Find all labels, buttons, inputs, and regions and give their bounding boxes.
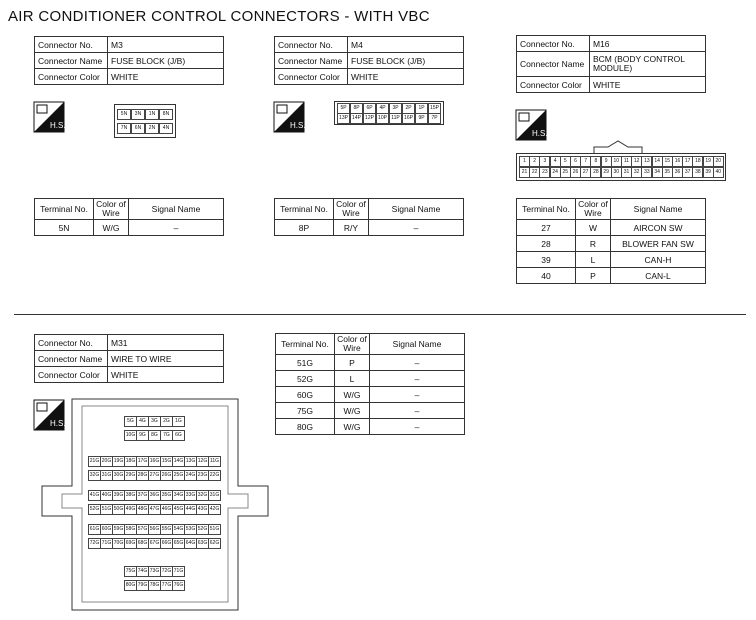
m16-connector-key bbox=[594, 140, 642, 154]
pin-cell: 22 bbox=[529, 167, 540, 178]
pin-cell: 64G bbox=[184, 538, 197, 549]
svg-text:H.S.: H.S. bbox=[532, 129, 548, 138]
pin-cell: 10P bbox=[376, 113, 389, 124]
m16-color: WHITE bbox=[590, 77, 706, 93]
pin-cell: 6P bbox=[363, 103, 376, 114]
pin-cell: 6 bbox=[570, 156, 581, 167]
label: Connector No. bbox=[35, 335, 108, 351]
pin-cell: 7G bbox=[160, 430, 173, 441]
pin-cell: 63G bbox=[196, 538, 209, 549]
pin-cell: 4N bbox=[159, 123, 173, 134]
label: Connector Color bbox=[275, 69, 348, 85]
pin-cell: 34 bbox=[652, 167, 663, 178]
m31-connector-info bbox=[34, 334, 224, 383]
pin-cell: 13G bbox=[184, 456, 197, 467]
col-header: Terminal No. bbox=[276, 334, 335, 355]
pin-cell: 42G bbox=[208, 504, 221, 515]
col-header: Signal Name bbox=[369, 199, 464, 220]
pin-cell: 43G bbox=[196, 504, 209, 515]
svg-text:H.S.: H.S. bbox=[50, 419, 66, 428]
cell: L bbox=[335, 371, 370, 387]
pin-cell: 3N bbox=[131, 109, 145, 120]
m4-connector-info bbox=[274, 36, 464, 85]
col-header: Terminal No. bbox=[517, 199, 576, 220]
pin-cell: 15 bbox=[662, 156, 673, 167]
cell: P bbox=[335, 355, 370, 371]
label: Connector Color bbox=[35, 69, 108, 85]
pin-cell: 27 bbox=[580, 167, 591, 178]
pin-cell: 12 bbox=[631, 156, 642, 167]
pin-cell: 28 bbox=[590, 167, 601, 178]
pin-cell: 61G bbox=[88, 524, 101, 535]
cell: – bbox=[129, 220, 224, 236]
pin-cell: 3P bbox=[389, 103, 402, 114]
pin-cell: 13 bbox=[641, 156, 652, 167]
pin-cell: 7N bbox=[117, 123, 131, 134]
pin-cell: 49G bbox=[124, 504, 137, 515]
m3-pin-diagram bbox=[114, 104, 176, 138]
label: Connector Color bbox=[517, 77, 590, 93]
pin-cell: 32G bbox=[88, 470, 101, 481]
cell: W/G bbox=[335, 419, 370, 435]
cell: – bbox=[370, 419, 465, 435]
cell: 52G bbox=[276, 371, 335, 387]
col-header: Color of Wire bbox=[94, 199, 129, 220]
pin-cell: 21 bbox=[519, 167, 530, 178]
hs-icon bbox=[516, 110, 546, 140]
pin-cell: 41G bbox=[88, 490, 101, 501]
cell: 51G bbox=[276, 355, 335, 371]
pin-cell: 8P bbox=[350, 103, 363, 114]
pin-cell: 78G bbox=[148, 580, 161, 591]
pin-cell: 79G bbox=[136, 580, 149, 591]
pin-cell: 8N bbox=[159, 109, 173, 120]
pin-cell: 4G bbox=[136, 416, 149, 427]
pin-cell: 31 bbox=[621, 167, 632, 178]
pin-cell: 72G bbox=[88, 538, 101, 549]
col-header: Color of Wire bbox=[335, 334, 370, 355]
col-header: Terminal No. bbox=[35, 199, 94, 220]
cell: 5N bbox=[35, 220, 94, 236]
col-header: Terminal No. bbox=[275, 199, 334, 220]
pin-cell: 10 bbox=[611, 156, 622, 167]
hs-icon bbox=[274, 102, 304, 132]
pin-cell: 4 bbox=[550, 156, 561, 167]
table-row bbox=[276, 419, 465, 435]
pin-cell: 5N bbox=[117, 109, 131, 120]
label: Connector No. bbox=[275, 37, 348, 53]
pin-cell: 16 bbox=[672, 156, 683, 167]
pin-cell: 29G bbox=[124, 470, 137, 481]
cell: AIRCON SW bbox=[611, 220, 706, 236]
cell: – bbox=[370, 403, 465, 419]
pin-cell: 51G bbox=[100, 504, 113, 515]
pin-cell: 38G bbox=[124, 490, 137, 501]
pin-cell: 39G bbox=[112, 490, 125, 501]
cell: R bbox=[576, 236, 611, 252]
pin-cell: 1N bbox=[145, 109, 159, 120]
pin-cell: 18 bbox=[692, 156, 703, 167]
cell: 80G bbox=[276, 419, 335, 435]
pin-cell: 35G bbox=[160, 490, 173, 501]
pin-cell: 57G bbox=[136, 524, 149, 535]
pin-cell: 4P bbox=[376, 103, 389, 114]
pin-cell: 77G bbox=[160, 580, 173, 591]
pin-cell: 33 bbox=[641, 167, 652, 178]
cell: 75G bbox=[276, 403, 335, 419]
pin-cell: 6N bbox=[131, 123, 145, 134]
m31-no: M31 bbox=[108, 335, 224, 351]
pin-cell: 2P bbox=[402, 103, 415, 114]
label: Connector No. bbox=[517, 36, 590, 52]
pin-cell: 38 bbox=[692, 167, 703, 178]
pin-cell: 37 bbox=[682, 167, 693, 178]
pin-cell: 24G bbox=[184, 470, 197, 481]
pin-cell: 8 bbox=[590, 156, 601, 167]
pin-cell: 56G bbox=[148, 524, 161, 535]
pin-cell: 40G bbox=[100, 490, 113, 501]
pin-cell: 25G bbox=[172, 470, 185, 481]
cell: W bbox=[576, 220, 611, 236]
pin-cell: 9P bbox=[415, 113, 428, 124]
m3-name: FUSE BLOCK (J/B) bbox=[108, 53, 224, 69]
cell: W/G bbox=[335, 403, 370, 419]
pin-cell: 67G bbox=[148, 538, 161, 549]
pin-cell: 25 bbox=[560, 167, 571, 178]
pin-cell: 5P bbox=[337, 103, 350, 114]
pin-cell: 46G bbox=[160, 504, 173, 515]
col-header: Color of Wire bbox=[576, 199, 611, 220]
table-row bbox=[517, 268, 706, 284]
table-row bbox=[517, 236, 706, 252]
label: Connector Name bbox=[35, 53, 108, 69]
pin-cell: 31G bbox=[100, 470, 113, 481]
pin-cell: 3G bbox=[148, 416, 161, 427]
cell: 8P bbox=[275, 220, 334, 236]
pin-cell: 71G bbox=[100, 538, 113, 549]
cell: 27 bbox=[517, 220, 576, 236]
hs-icon bbox=[34, 102, 64, 132]
m4-pin-diagram bbox=[334, 101, 444, 125]
pin-cell: 20G bbox=[100, 456, 113, 467]
m31-terminal-table bbox=[275, 333, 465, 435]
m31-name: WIRE TO WIRE bbox=[108, 351, 224, 367]
pin-cell: 14G bbox=[172, 456, 185, 467]
pin-cell: 11 bbox=[621, 156, 632, 167]
pin-cell: 22G bbox=[208, 470, 221, 481]
pin-cell: 11G bbox=[208, 456, 221, 467]
pin-cell: 16G bbox=[148, 456, 161, 467]
m4-terminal-table bbox=[274, 198, 464, 236]
pin-cell: 55G bbox=[160, 524, 173, 535]
pin-cell: 7P bbox=[428, 113, 441, 124]
pin-cell: 72G bbox=[160, 566, 173, 577]
pin-cell: 6G bbox=[172, 430, 185, 441]
pin-cell: 60G bbox=[100, 524, 113, 535]
pin-cell: 48G bbox=[136, 504, 149, 515]
pin-cell: 27G bbox=[148, 470, 161, 481]
cell: 39 bbox=[517, 252, 576, 268]
m3-no: M3 bbox=[108, 37, 224, 53]
table-row bbox=[275, 220, 464, 236]
m16-pin-diagram bbox=[516, 153, 726, 181]
pin-cell: 44G bbox=[184, 504, 197, 515]
pin-cell: 71G bbox=[172, 566, 185, 577]
pin-cell: 74G bbox=[136, 566, 149, 577]
m4-name: FUSE BLOCK (J/B) bbox=[348, 53, 464, 69]
svg-text:H.S.: H.S. bbox=[50, 121, 66, 130]
pin-cell: 2 bbox=[529, 156, 540, 167]
pin-cell: 33G bbox=[184, 490, 197, 501]
pin-cell: 76G bbox=[172, 580, 185, 591]
cell: – bbox=[370, 371, 465, 387]
pin-cell: 11P bbox=[389, 113, 402, 124]
table-row bbox=[276, 387, 465, 403]
cell: – bbox=[370, 355, 465, 371]
pin-cell: 50G bbox=[112, 504, 125, 515]
pin-cell: 69G bbox=[124, 538, 137, 549]
pin-cell: 66G bbox=[160, 538, 173, 549]
pin-cell: 14P bbox=[350, 113, 363, 124]
pin-cell: 80G bbox=[124, 580, 137, 591]
pin-cell: 2G bbox=[160, 416, 173, 427]
pin-cell: 1P bbox=[415, 103, 428, 114]
table-row bbox=[276, 371, 465, 387]
pin-cell: 45G bbox=[172, 504, 185, 515]
m3-connector-info bbox=[34, 36, 224, 85]
label: Connector No. bbox=[35, 37, 108, 53]
label: Connector Name bbox=[275, 53, 348, 69]
cell: – bbox=[369, 220, 464, 236]
pin-cell: 52G bbox=[196, 524, 209, 535]
pin-cell: 36G bbox=[148, 490, 161, 501]
m4-color: WHITE bbox=[348, 69, 464, 85]
col-header: Signal Name bbox=[370, 334, 465, 355]
pin-cell: 36 bbox=[672, 167, 683, 178]
pin-cell: 17G bbox=[136, 456, 149, 467]
pin-cell: 24 bbox=[550, 167, 561, 178]
pin-cell: 23G bbox=[196, 470, 209, 481]
cell: W/G bbox=[94, 220, 129, 236]
svg-text:H.S.: H.S. bbox=[290, 121, 306, 130]
pin-cell: 18G bbox=[124, 456, 137, 467]
pin-cell: 5 bbox=[560, 156, 571, 167]
col-header: Signal Name bbox=[129, 199, 224, 220]
cell: 28 bbox=[517, 236, 576, 252]
pin-cell: 1G bbox=[172, 416, 185, 427]
m16-no: M16 bbox=[590, 36, 706, 52]
pin-cell: 32 bbox=[631, 167, 642, 178]
pin-cell: 15P bbox=[428, 103, 441, 114]
label: Connector Name bbox=[517, 52, 590, 77]
pin-cell: 19G bbox=[112, 456, 125, 467]
cell: – bbox=[370, 387, 465, 403]
pin-cell: 2N bbox=[145, 123, 159, 134]
pin-cell: 58G bbox=[124, 524, 137, 535]
cell: L bbox=[576, 252, 611, 268]
cell: R/Y bbox=[334, 220, 369, 236]
pin-cell: 26 bbox=[570, 167, 581, 178]
table-row bbox=[276, 403, 465, 419]
pin-cell: 20 bbox=[713, 156, 724, 167]
pin-cell: 59G bbox=[112, 524, 125, 535]
m4-no: M4 bbox=[348, 37, 464, 53]
col-header: Color of Wire bbox=[334, 199, 369, 220]
m31-color: WHITE bbox=[108, 367, 224, 383]
pin-cell: 10G bbox=[124, 430, 137, 441]
pin-cell: 31G bbox=[208, 490, 221, 501]
pin-cell: 19 bbox=[703, 156, 714, 167]
pin-cell: 47G bbox=[148, 504, 161, 515]
pin-cell: 30G bbox=[112, 470, 125, 481]
pin-cell: 62G bbox=[208, 538, 221, 549]
cell: P bbox=[576, 268, 611, 284]
page-title: AIR CONDITIONER CONTROL CONNECTORS - WITH VBC bbox=[8, 8, 430, 25]
pin-cell: 23 bbox=[539, 167, 550, 178]
col-header: Signal Name bbox=[611, 199, 706, 220]
pin-cell: 73G bbox=[148, 566, 161, 577]
cell: CAN-H bbox=[611, 252, 706, 268]
pin-cell: 39 bbox=[703, 167, 714, 178]
pin-cell: 53G bbox=[184, 524, 197, 535]
pin-cell: 51G bbox=[208, 524, 221, 535]
pin-cell: 1 bbox=[519, 156, 530, 167]
pin-cell: 5G bbox=[124, 416, 137, 427]
pin-cell: 21G bbox=[88, 456, 101, 467]
pin-cell: 35 bbox=[662, 167, 673, 178]
label: Connector Color bbox=[35, 367, 108, 383]
m3-terminal-table bbox=[34, 198, 224, 236]
pin-cell: 12P bbox=[363, 113, 376, 124]
m31-pin-diagram bbox=[38, 398, 270, 612]
m16-name: BCM (BODY CONTROL MODULE) bbox=[590, 52, 706, 77]
pin-cell: 15G bbox=[160, 456, 173, 467]
pin-cell: 3 bbox=[539, 156, 550, 167]
pin-cell: 34G bbox=[172, 490, 185, 501]
cell: BLOWER FAN SW bbox=[611, 236, 706, 252]
pin-cell: 65G bbox=[172, 538, 185, 549]
pin-cell: 7 bbox=[580, 156, 591, 167]
m16-connector-info bbox=[516, 35, 706, 93]
pin-cell: 9 bbox=[601, 156, 612, 167]
table-row bbox=[35, 220, 224, 236]
pin-cell: 12G bbox=[196, 456, 209, 467]
pin-cell: 75G bbox=[124, 566, 137, 577]
pin-cell: 17 bbox=[682, 156, 693, 167]
m3-color: WHITE bbox=[108, 69, 224, 85]
pin-cell: 32G bbox=[196, 490, 209, 501]
pin-cell: 8G bbox=[148, 430, 161, 441]
table-row bbox=[517, 252, 706, 268]
pin-cell: 28G bbox=[136, 470, 149, 481]
pin-cell: 52G bbox=[88, 504, 101, 515]
cell: CAN-L bbox=[611, 268, 706, 284]
pin-cell: 68G bbox=[136, 538, 149, 549]
pin-cell: 9G bbox=[136, 430, 149, 441]
pin-cell: 14 bbox=[652, 156, 663, 167]
table-row bbox=[276, 355, 465, 371]
pin-cell: 30 bbox=[611, 167, 622, 178]
pin-cell: 13P bbox=[337, 113, 350, 124]
pin-cell: 37G bbox=[136, 490, 149, 501]
pin-cell: 40 bbox=[713, 167, 724, 178]
m16-terminal-table bbox=[516, 198, 706, 284]
pin-cell: 29 bbox=[601, 167, 612, 178]
cell: W/G bbox=[335, 387, 370, 403]
section-divider bbox=[14, 314, 746, 315]
pin-cell: 70G bbox=[112, 538, 125, 549]
pin-cell: 26G bbox=[160, 470, 173, 481]
pin-cell: 16P bbox=[402, 113, 415, 124]
pin-cell: 54G bbox=[172, 524, 185, 535]
cell: 40 bbox=[517, 268, 576, 284]
label: Connector Name bbox=[35, 351, 108, 367]
cell: 60G bbox=[276, 387, 335, 403]
table-row bbox=[517, 220, 706, 236]
